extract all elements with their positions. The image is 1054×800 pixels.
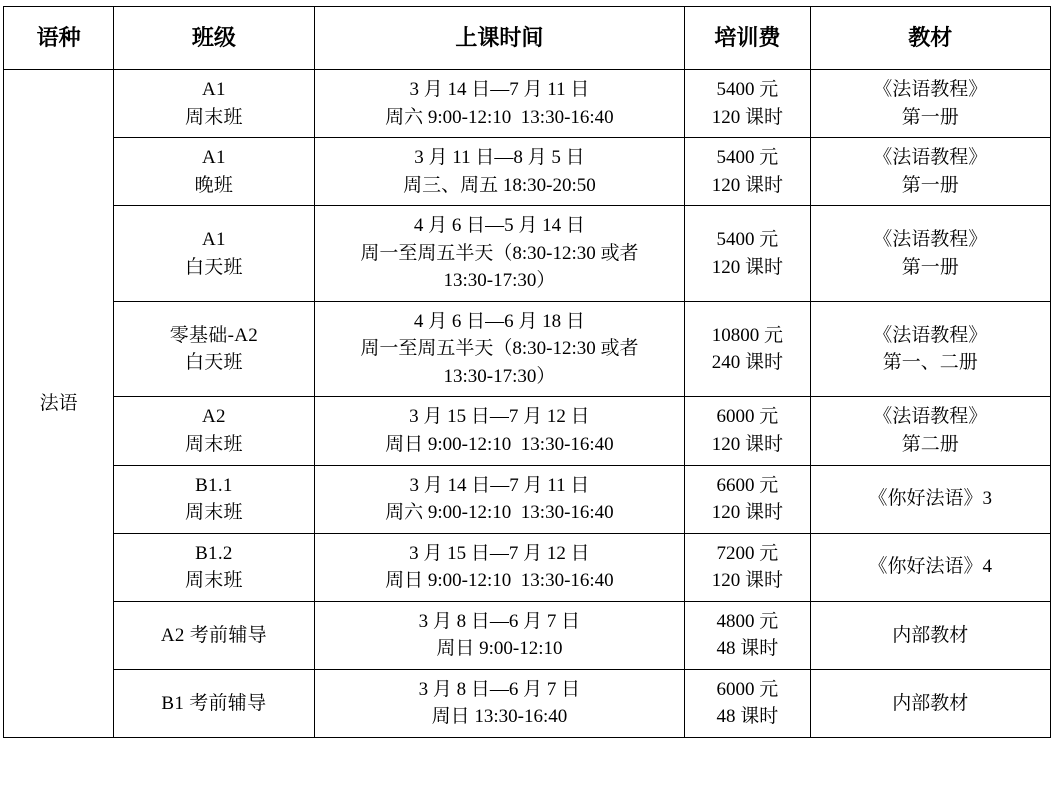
class-cell	[114, 138, 314, 206]
textbook-cell-line: 内部教材	[892, 692, 969, 714]
table-row	[4, 533, 1051, 601]
table-row	[4, 669, 1051, 737]
table-row	[4, 601, 1051, 669]
course-schedule-table	[3, 6, 1051, 738]
textbook-cell-line: 《法语教程》	[873, 324, 988, 346]
fee-cell-line: 120 课时	[711, 174, 784, 196]
class-cell-line: B1.2	[195, 542, 233, 564]
textbook-cell-line: 《法语教程》	[873, 406, 988, 428]
fee-cell-line: 6600 元	[716, 474, 779, 496]
textbook-cell	[810, 138, 1050, 206]
fee-cell-line: 5400 元	[716, 228, 779, 250]
table-row	[4, 138, 1051, 206]
textbook-cell-line: 第一册	[901, 106, 959, 128]
textbook-cell	[810, 669, 1050, 737]
textbook-cell-line: 《你好法语》4	[868, 556, 993, 578]
class-cell-line: A1	[201, 228, 226, 250]
class-cell-line: 周末班	[184, 106, 243, 128]
fee-cell-line: 120 课时	[711, 434, 784, 456]
schedule-cell	[314, 669, 685, 737]
class-cell	[114, 70, 314, 138]
schedule-cell	[314, 397, 685, 465]
textbook-cell-line: 《法语教程》	[873, 147, 988, 169]
column-header-schedule: 上课时间	[314, 7, 685, 70]
column-header-class: 班级	[114, 7, 314, 70]
schedule-cell-line: 3 月 15 日—7 月 12 日	[409, 406, 590, 428]
class-cell-line: 周末班	[184, 502, 243, 524]
schedule-cell-line: 周一至周五半天（8:30-12:30 或者	[360, 338, 639, 360]
class-cell-line: B1 考前辅导	[161, 692, 267, 714]
fee-cell-line: 6000 元	[716, 406, 779, 428]
textbook-cell-line: 第一册	[901, 174, 959, 196]
fee-cell-line: 120 课时	[711, 502, 784, 524]
column-header-textbook: 教材	[810, 7, 1050, 70]
fee-cell	[685, 206, 810, 302]
class-cell-line: A1	[201, 79, 226, 100]
fee-cell	[685, 301, 810, 397]
fee-cell	[685, 70, 810, 138]
fee-cell	[685, 601, 810, 669]
textbook-cell	[810, 465, 1050, 533]
table-header	[4, 7, 1051, 70]
textbook-cell-line: 第二册	[901, 434, 959, 456]
textbook-cell-line: 第一、二册	[882, 352, 978, 374]
textbook-cell-line: 《法语教程》	[873, 79, 988, 100]
textbook-cell-line: 《法语教程》	[873, 228, 988, 250]
fee-cell-line: 240 课时	[711, 352, 784, 374]
class-cell-line: 周末班	[184, 570, 243, 592]
fee-cell	[685, 533, 810, 601]
class-cell	[114, 301, 314, 397]
table-row	[4, 397, 1051, 465]
fee-cell	[685, 465, 810, 533]
textbook-cell-line: 内部教材	[892, 624, 969, 646]
fee-cell-line: 120 课时	[711, 106, 784, 128]
class-cell-line: A2 考前辅导	[160, 624, 267, 646]
schedule-cell-line: 周日 9:00-12:10 13:30-16:40	[385, 570, 614, 592]
table-row	[4, 206, 1051, 302]
textbook-cell	[810, 70, 1050, 138]
column-header-fee: 培训费	[685, 7, 810, 70]
textbook-cell	[810, 301, 1050, 397]
class-cell	[114, 206, 314, 302]
fee-cell-line: 5400 元	[716, 79, 779, 100]
fee-cell-line: 10800 元	[711, 324, 784, 346]
schedule-cell-line: 周日 9:00-12:10 13:30-16:40	[385, 434, 614, 456]
schedule-cell-line: 周六 9:00-12:10 13:30-16:40	[385, 502, 614, 524]
class-cell	[114, 397, 314, 465]
table-row	[4, 465, 1051, 533]
textbook-cell	[810, 206, 1050, 302]
schedule-cell	[314, 601, 685, 669]
class-cell-line: 周末班	[184, 434, 243, 456]
fee-cell-line: 120 课时	[711, 256, 784, 278]
textbook-cell-line: 第一册	[901, 256, 959, 278]
schedule-cell-line: 13:30-17:30）	[443, 270, 556, 292]
class-cell-line: 白天班	[184, 256, 243, 278]
table-body	[4, 70, 1051, 738]
schedule-cell-line: 3 月 15 日—7 月 12 日	[409, 542, 590, 564]
schedule-cell	[314, 138, 685, 206]
fee-cell-line: 5400 元	[716, 147, 779, 169]
schedule-cell	[314, 70, 685, 138]
fee-cell-line: 7200 元	[716, 542, 779, 564]
schedule-cell-line: 3 月 11 日—8 月 5 日	[414, 147, 585, 169]
class-cell-line: B1.1	[195, 474, 233, 496]
schedule-cell-line: 4 月 6 日—6 月 18 日	[413, 310, 585, 332]
class-cell	[114, 669, 314, 737]
column-header-language: 语种	[4, 7, 114, 70]
fee-cell-line: 48 课时	[716, 706, 779, 728]
schedule-cell	[314, 533, 685, 601]
textbook-cell-line: 《你好法语》3	[868, 488, 993, 510]
schedule-cell-line: 周六 9:00-12:10 13:30-16:40	[385, 106, 614, 128]
fee-cell-line: 6000 元	[716, 678, 779, 700]
class-cell	[114, 601, 314, 669]
fee-cell	[685, 669, 810, 737]
table-row	[4, 301, 1051, 397]
schedule-cell-line: 4 月 6 日—5 月 14 日	[413, 215, 585, 237]
table-row	[4, 70, 1051, 138]
schedule-cell-line: 3 月 8 日—6 月 7 日	[418, 678, 581, 700]
schedule-cell-line: 13:30-17:30）	[443, 365, 556, 387]
schedule-cell	[314, 301, 685, 397]
schedule-cell-line: 周日 13:30-16:40	[431, 706, 568, 728]
textbook-cell	[810, 533, 1050, 601]
fee-cell-line: 120 课时	[711, 570, 784, 592]
schedule-cell-line: 3 月 8 日—6 月 7 日	[418, 610, 581, 632]
fee-cell-line: 4800 元	[716, 610, 779, 632]
schedule-cell-line: 3 月 14 日—7 月 11 日	[409, 474, 590, 496]
schedule-cell	[314, 465, 685, 533]
schedule-cell-line: 周三、周五 18:30-20:50	[403, 174, 596, 196]
schedule-cell-line: 周一至周五半天（8:30-12:30 或者	[360, 242, 639, 264]
class-cell	[114, 533, 314, 601]
schedule-cell-line: 周日 9:00-12:10	[436, 638, 563, 660]
language-cell: 法语	[4, 70, 114, 738]
class-cell	[114, 465, 314, 533]
schedule-cell-line: 3 月 14 日—7 月 11 日	[409, 79, 590, 100]
class-cell-line: A2	[201, 406, 226, 428]
class-cell-line: 白天班	[184, 352, 243, 374]
textbook-cell	[810, 601, 1050, 669]
class-cell-line: 晚班	[194, 174, 234, 196]
table-header-row	[4, 7, 1051, 70]
schedule-cell	[314, 206, 685, 302]
textbook-cell	[810, 397, 1050, 465]
fee-cell-line: 48 课时	[716, 638, 779, 660]
fee-cell	[685, 397, 810, 465]
class-cell-line: A1	[201, 147, 226, 169]
fee-cell	[685, 138, 810, 206]
class-cell-line: 零基础-A2	[169, 324, 259, 346]
